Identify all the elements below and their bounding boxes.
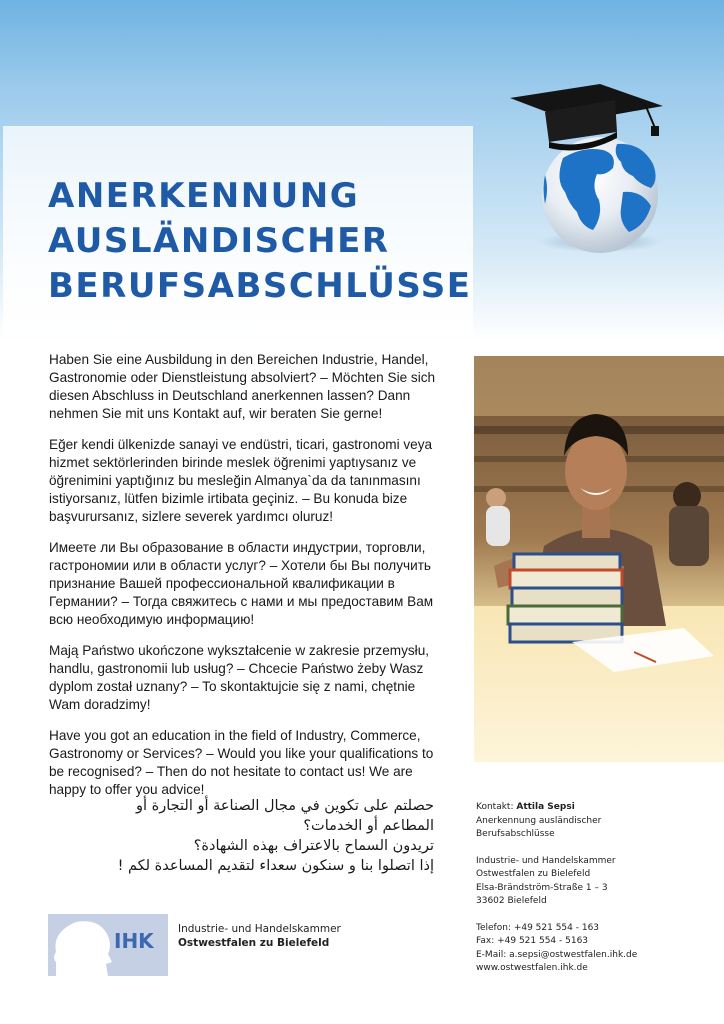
contact-org-line-2: Ostwestfalen zu Bielefeld [476,869,591,879]
body-text [49,351,449,812]
contact-name: Attila Sepsi [516,802,575,812]
spacer [476,909,716,922]
contact-person [476,801,716,815]
contact-fax: Fax: +49 521 554 - 5163 [476,936,589,946]
ihk-logo-text [178,922,341,950]
paragraph-polish: Mają Państwo ukończone wykształcenie w zakresie przemysłu, handlu, gastronomii lub usług? – Chcecie Państwo żeby Wasz dyplom został uznany? – To skontaktujcie się z nami, chętnie Wam doradzimy! [49,643,430,712]
contact-org-line-1: Industrie- und Handelskammer [476,855,616,866]
arabic-line-3: تريدون السماح بالاعتراف بهذه الشهادة؟ [193,838,434,854]
contact-website[interactable]: www.ostwestfalen.ihk.de [476,963,588,973]
title-line-3: BERUFSABSCHLÜSSE [48,266,472,306]
arabic-line-2: المطاعم أو الخدمات؟ [303,818,434,834]
paragraph-arabic [49,796,434,876]
paragraph-german: Haben Sie eine Ausbildung in den Bereichen Industrie, Handel, Gastronomie oder Dienstleistung absolviert? – Möchten Sie sich diesen Abschluss in Deutschland anerkennen lassen? Dann nehmen Sie mit uns Kontakt auf, wir beraten Sie gerne! [49,352,436,421]
paragraph-russian: Имеете ли Вы образование в области индустрии, торговли, гастрономии или в области услуг? – Хотели бы Вы получить признание Вашей профессиональной квалификации в Германии? – Тогда свяжитесь с нами и мы предоставим Вам всю необходимую информацию! [49,540,434,627]
arabic-line-4: إذا اتصلوا بنا و سنكون سعداء لتقديم المساعدة لكم ! [117,858,434,874]
contact-city: 33602 Bielefeld [476,896,547,906]
book-stack [508,554,622,642]
contact-dept-line-2: Berufsabschlüsse [476,829,555,839]
title-line-2: AUSLÄNDISCHER [48,221,390,261]
contact-block [476,801,716,976]
page-title [48,174,472,309]
contact-label: Kontakt: [476,802,514,812]
spacer [476,842,716,855]
logo-line-1: Industrie- und Handelskammer [178,923,341,935]
title-line-1: ANERKENNUNG [48,176,360,216]
logo-line-2: Ostwestfalen zu Bielefeld [178,937,330,949]
ihk-logo [48,914,168,976]
globe-graduation-cap-image [505,80,675,255]
contact-phone: Telefon: +49 521 554 - 163 [476,922,600,933]
contact-dept-line-1: Anerkennung ausländischer [476,815,602,826]
student-photo [474,356,724,762]
paragraph-turkish: Eğer kendi ülkenizde sanayi ve endüstri, ticari, gastronomi veya hizmet sektörlerinden birinde meslek öğrenimi yaptıysanız ve öğrenimini yaptığınız bu mesleğin Almanya`da da tanınmasını istiyorsanız, lütfen bizimle irtibata geçiniz. – Bu konuda bize başvurursanız, sizlere severek yardımcı oluruz! [49,437,433,524]
contact-street: Elsa-Brändström-Straße 1 – 3 [476,882,608,893]
arabic-line-1: حصلتم على تكوين في مجال الصناعة أو التجارة أو [136,798,434,814]
contact-email[interactable]: E-Mail: a.sepsi@ostwestfalen.ihk.de [476,949,638,960]
ihk-logo-mark: IHK [114,929,154,953]
paragraph-english: Have you got an education in the field of Industry, Commerce, Gastronomy or Services? – Would you like your qualifications to be recognised? – Then do not hesitate to contact us! We are happy to offer you advice! [49,728,434,797]
